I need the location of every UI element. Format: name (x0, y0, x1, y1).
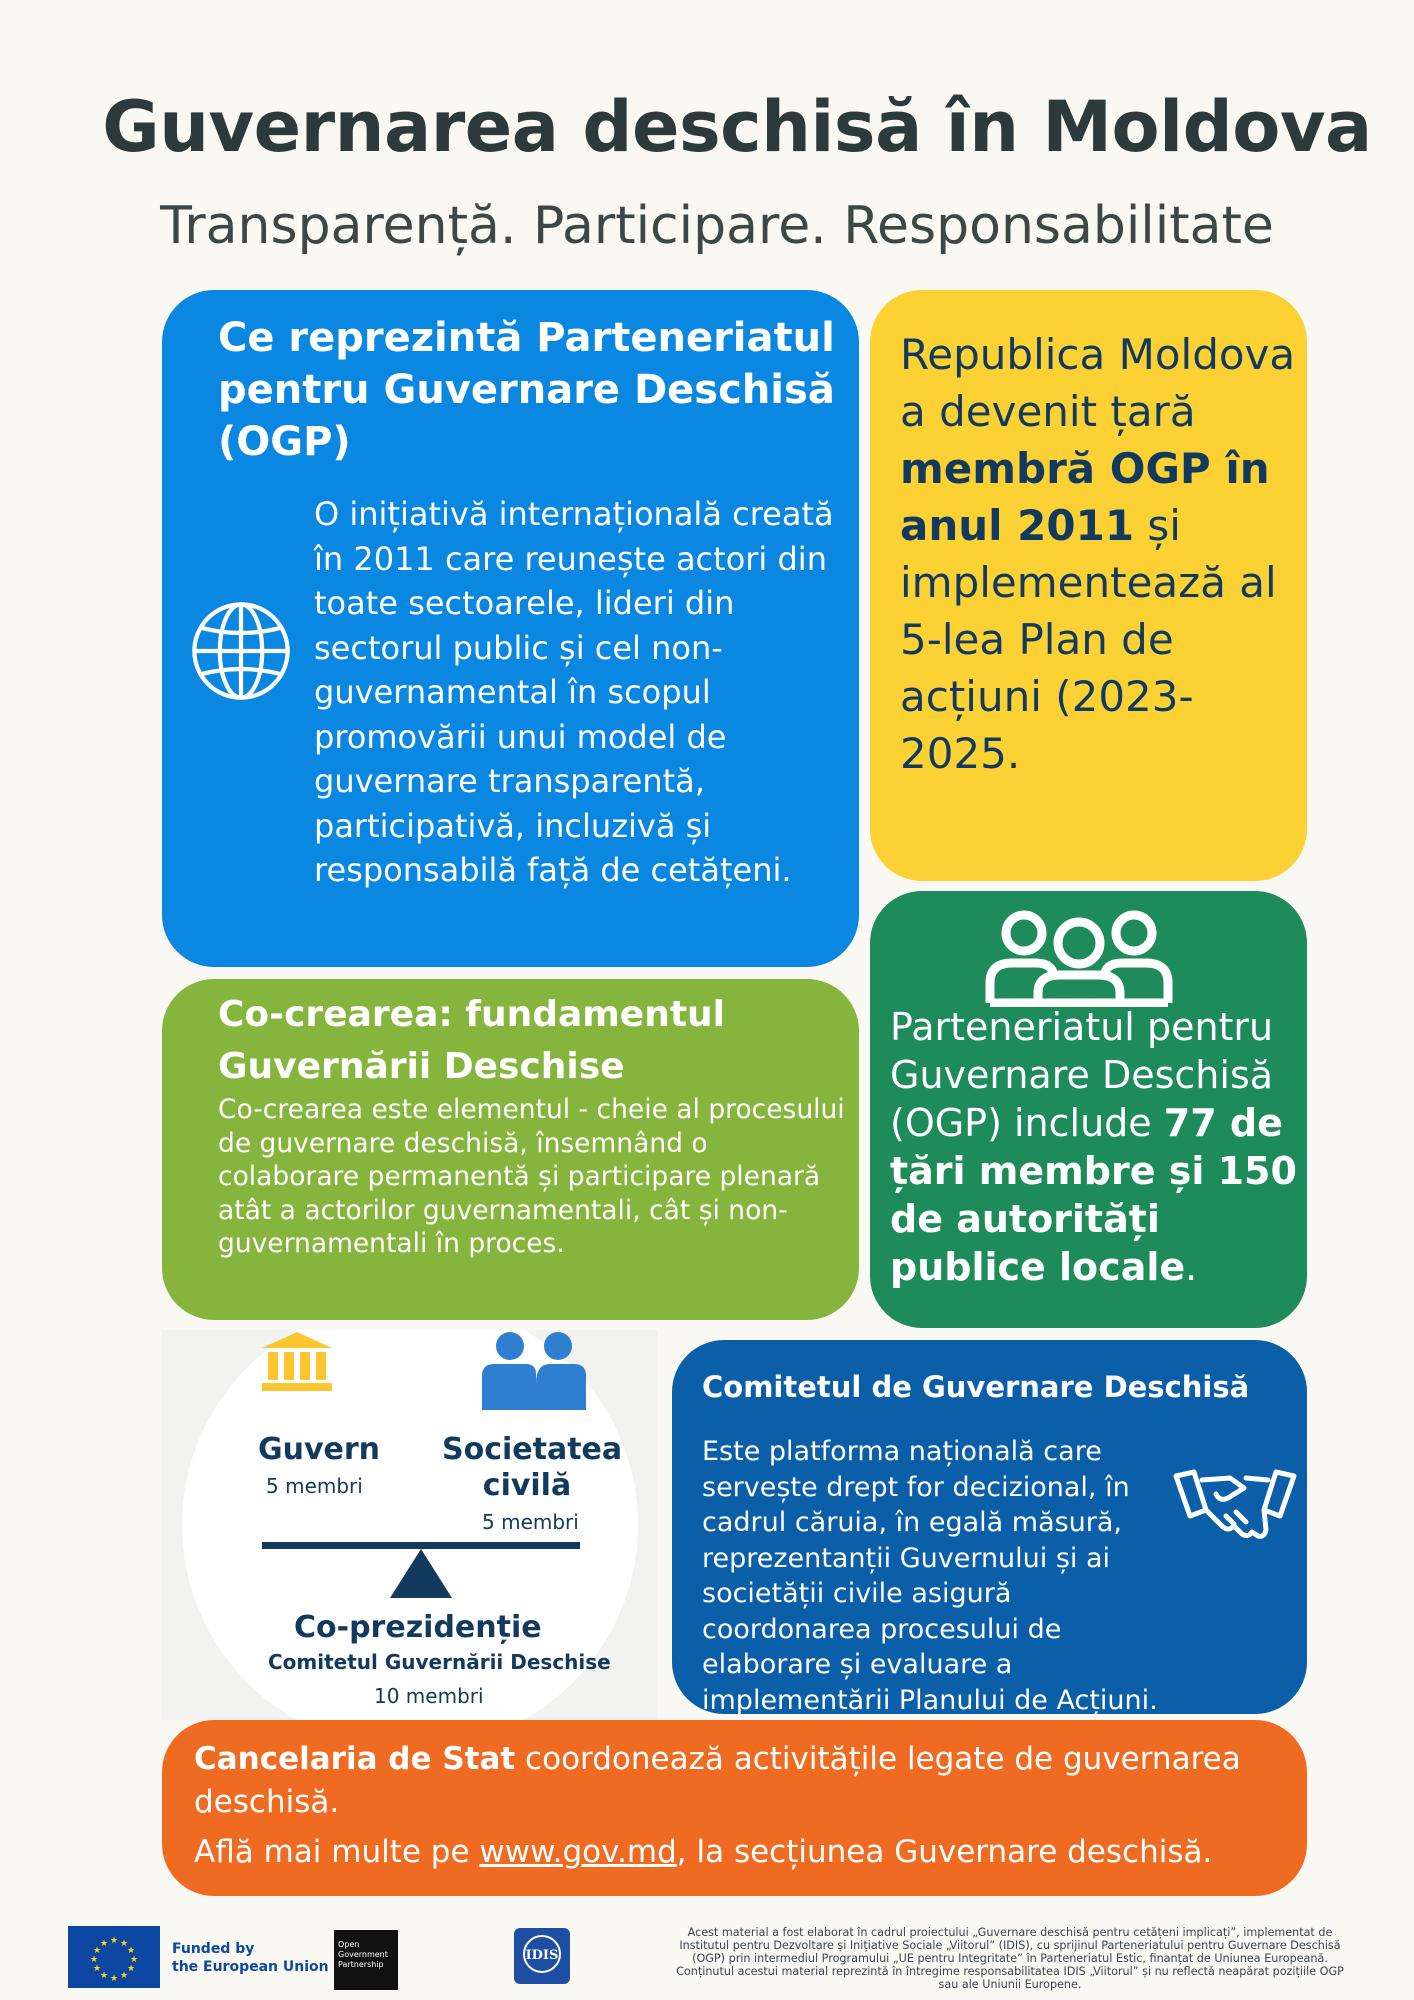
ogp-card-body: O inițiativă internațională creată în 2011 care reunește actori din toate sectoarele, lideri din sectorul public și cel non-guvernamental în scopul promovării unui model de guvernare transparentă, participativă, incluzivă și responsabilă față de cetățeni. (314, 495, 834, 889)
government-building-icon (262, 1332, 332, 1392)
page-title: Guvernarea deschisă în Moldova (102, 86, 1372, 168)
ogp-card-heading: Ce reprezintă Parteneriatul pentru Guvernare Deschisă (OGP) (218, 315, 835, 465)
ogp-logo: Open Government Partnership (334, 1930, 398, 1990)
disclaimer-text: Acest material a fost elaborat în cadrul proiectului „Guvernare deschisă pentru cetățeni implicați”, implementat de Institutul pentru Dezvoltare și Inițiative Sociale „Viitorul” (IDIS), cu sprijinul Parteneriatului pentru Guvernare Deschisă (OGP) prin intermediul Programului „UE pentru Integritate” în Parteneriatul Estic, finanțat de Uniunea Europeană. Conținutul acestui material reprezintă în întregime responsabilitatea IDIS „Viitorul” și nu reflectă neapărat pozițiile OGP sau ale Uniunii Europene. (676, 1926, 1344, 1991)
committee-body: Este platforma națională care servește drept for decizional, în cadrul căruia, în egală măsură, reprezentanții Guvernului și ai societății civile asigură coordonarea procesului de elaborare și evaluare a implementării Planului de Acțiuni. (702, 1436, 1158, 1716)
svg-text:★: ★ (126, 1946, 136, 1956)
cocreation-heading: Co-crearea: fundamentul Guvernării Deschise (218, 994, 726, 1087)
members-highlight: 77 de țări membre și 150 de autorități publice locale (890, 1101, 1297, 1289)
copresidency-scale-panel (162, 1330, 658, 1720)
svg-text:★: ★ (109, 1936, 119, 1946)
learn-more-suffix: , la secțiunea Guvernare deschisă. (676, 1834, 1213, 1870)
membership-highlight: membră OGP în anul 2011 (900, 444, 1270, 550)
learn-more-text (194, 1834, 1294, 1870)
eu-funding-line1: Funded by (172, 1941, 255, 1957)
committee-card (672, 1340, 1307, 1714)
government-label: Guvern (258, 1432, 381, 1467)
eu-funding-text (172, 1940, 329, 1976)
learn-more-prefix: Află mai multe pe (194, 1834, 480, 1870)
civil-society-count: 5 membri (482, 1510, 579, 1534)
svg-text:★: ★ (119, 1939, 129, 1949)
svg-text:★: ★ (109, 1974, 119, 1984)
svg-text:★: ★ (99, 1939, 109, 1949)
idis-logo-text: IDIS (525, 1948, 559, 1963)
cocreation-card (162, 979, 859, 1320)
handshake-icon (1172, 1466, 1298, 1548)
committee-label: Comitetul Guvernării Deschise (268, 1650, 611, 1674)
membership-text (900, 326, 1300, 782)
svg-text:★: ★ (129, 1955, 139, 1965)
membership-text-start: Republica Moldova a devenit țară (900, 330, 1296, 436)
svg-text:★: ★ (92, 1946, 102, 1956)
svg-text:★: ★ (126, 1964, 136, 1974)
committee-heading: Comitetul de Guvernare Deschisă (702, 1370, 1250, 1404)
membership-text-end: și implementează al 5-lea Plan de acțiuni (2023-2025. (900, 501, 1277, 778)
people-group-icon (982, 907, 1176, 1007)
svg-text:★: ★ (89, 1955, 99, 1965)
government-count: 5 membri (266, 1474, 363, 1498)
ogp-definition-card (162, 290, 859, 967)
page-subtitle: Transparență. Participare. Responsabilitate (160, 196, 1274, 256)
globe-icon (188, 598, 294, 704)
chancellery-text (194, 1738, 1274, 1824)
state-chancellery-card (162, 1720, 1307, 1896)
members-text-start: Parteneriatul pentru Guvernare Deschisă (OGP) include (890, 1005, 1274, 1145)
moldova-membership-card (870, 290, 1307, 881)
ogp-members-card (870, 891, 1307, 1328)
members-text (890, 1003, 1300, 1291)
cocreation-body: Co-crearea este elementul - cheie al procesului de guvernare deschisă, însemnând o colaborare permanentă și participare plenară atât a actorilor guvernamentali, cât și non-guvernamentali în proces. (218, 1094, 845, 1259)
chancellery-description: coordonează activitățile legate de guvernarea deschisă. (194, 1741, 1241, 1820)
gov-md-link[interactable]: www.gov.md (479, 1834, 677, 1870)
svg-text:★: ★ (92, 1964, 102, 1974)
civil-society-label: Societatea civilă (442, 1432, 623, 1503)
committee-count: 10 membri (374, 1684, 484, 1708)
chancellery-name: Cancelaria de Stat (194, 1741, 516, 1777)
copresidency-label: Co-prezidenție (294, 1610, 542, 1645)
svg-text:★: ★ (119, 1971, 129, 1981)
idis-logo (510, 1924, 574, 1988)
svg-text:★: ★ (99, 1971, 109, 1981)
eu-funding-line2: the European Union (172, 1959, 329, 1975)
balance-scale-icon (262, 1542, 580, 1602)
eu-flag-icon (68, 1926, 160, 1988)
civil-society-people-icon (480, 1330, 588, 1410)
members-text-end: . (1185, 1245, 1198, 1289)
